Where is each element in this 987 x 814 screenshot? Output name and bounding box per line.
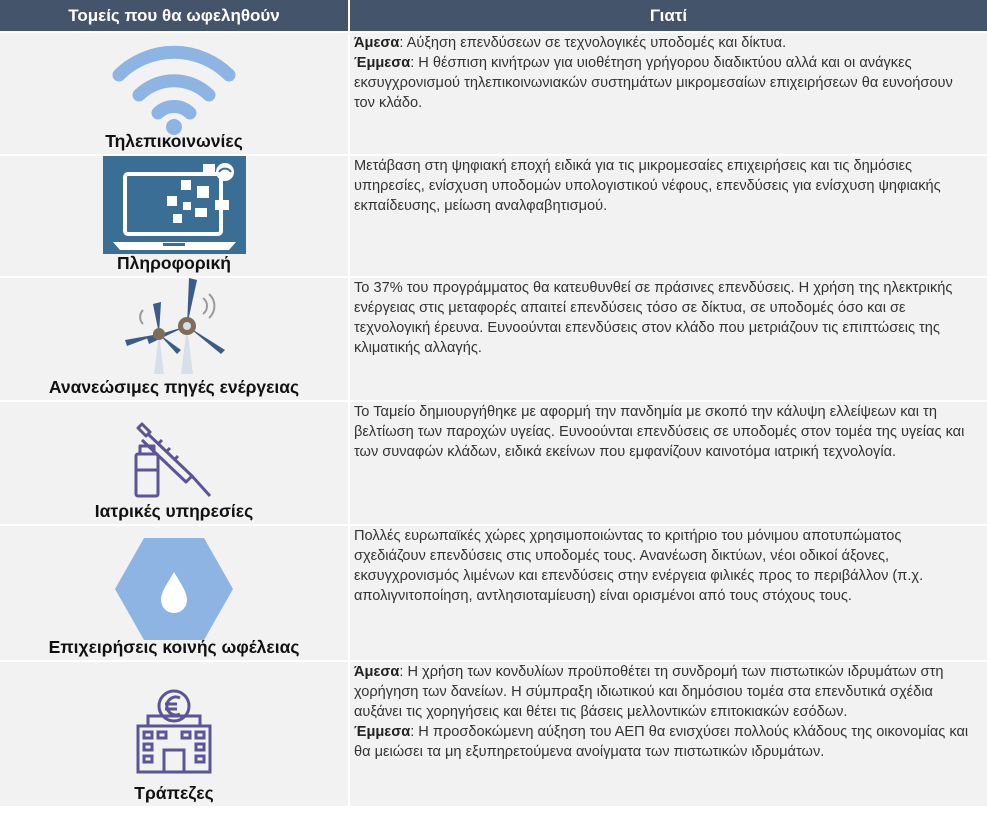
reason-cell [349,155,987,277]
reason-text: : Αύξηση επενδύσεων σε τεχνολογικές υποδομές και δίκτυα. [399,35,787,51]
reason-lead: Έμμεσα [354,724,411,740]
table-row [0,661,987,806]
table-row [0,155,987,277]
table-row [0,401,987,525]
sector-cell [0,32,349,155]
reason-cell [349,401,987,525]
reason-paragraph [354,402,969,462]
wind-turbine-icon [109,278,239,374]
water-drop-icon [115,538,233,640]
sector-cell [0,277,349,401]
header-row [0,0,987,32]
reason-cell [349,661,987,806]
sector-cell [0,525,349,661]
reason-paragraph [354,722,969,762]
reason-text: Το 37% του προγράμματος θα κατευθυνθεί σε πράσινες επενδύσεις. Η χρήση της ηλεκτρικής ενέργειας στις μεταφορές απαιτεί επενδύσεις τόσο σε δίκτυα, σε υποδομές όσο και σε τεχνολογική έρευνα. Ευνοούνται επενδύσεις στον κλάδο που μετριάζουν τις επιπτώσεις της κλιματικής αλλαγής. [354,280,953,356]
sector-label: Πληροφορική [117,253,231,273]
laptop-apps-icon [103,156,246,254]
reason-paragraph [354,53,969,113]
reason-text: Μετάβαση στη ψηφιακή εποχή ειδικά για τις μικρομεσαίες επιχειρήσεις και τις δημόσιες υπηρεσίες, ενίσχυση υποδομών υπολογιστικού νέφους, επενδύσεις για ενίσχυση ψηφιακής εκπαίδευσης, μείωση αναλφαβητισμού. [354,158,941,214]
reason-text: : Η θέσπιση κινήτρων για υιοθέτηση γρήγορου διαδικτύου αλλά και οι ανάγκες εκσυγχρονισμού τηλεπικοινωνιακών συστημάτων μικρομεσαίων επιχειρήσεων θα ευνοήσουν τον κλάδο. [354,55,953,111]
reason-paragraph [354,156,969,216]
reason-lead: Άμεσα [354,664,400,680]
header-why: Γιατί [349,0,987,32]
sector-label: Ιατρικές υπηρεσίες [94,501,254,521]
table-row [0,525,987,661]
sector-cell [0,661,349,806]
wifi-icon [109,43,239,135]
sector-cell [0,401,349,525]
reason-paragraph [354,278,969,358]
reason-text: Το Ταμείο δημιουργήθηκε με αφορμή την πανδημία με σκοπό την κάλυψη ελλείψεων και τη βελτίωση των παροχών υγείας. Ευνοούνται επενδύσεις σε υποδομές στον τομέα της υγείας και των συναφών κλάδων, ειδικά εκείνων που εμφανίζουν καινοτόμα ιατρική τεχνολογία. [354,404,965,460]
header-sectors: Τομείς που θα ωφεληθούν [0,0,349,32]
sector-label: Ανανεώσιμες πηγές ενέργειας [48,377,300,397]
reason-paragraph [354,33,969,53]
reason-paragraph [354,526,969,606]
syringe-vial-icon [132,420,216,500]
reason-paragraph [354,662,969,722]
table-row [0,32,987,155]
reason-cell [349,277,987,401]
reason-lead: Άμεσα [354,35,400,51]
reason-lead: Έμμεσα [354,55,411,71]
table-row [0,277,987,401]
reason-cell [349,32,987,155]
reason-cell [349,525,987,661]
bank-euro-icon [134,688,214,776]
sector-label: Τηλεπικοινωνίες [105,131,243,151]
reason-text: : Η προσδοκώμενη αύξηση του ΑΕΠ θα ενισχύσει πολλούς κλάδους της οικονομίας και θα μειώσει τα μη εξυπηρετούμενα ανοίγματα των πιστωτικών ιδρυμάτων. [354,724,969,760]
sector-label: Επιχειρήσεις κοινής ωφέλειας [48,637,300,657]
reason-text: Πολλές ευρωπαϊκές χώρες χρησιμοποιώντας το κριτήριο του μόνιμου αποτυπώματος σχεδιάζουν επενδύσεις στις υποδομές τους. Ανανέωση δικτύων, νέοι οδικοί άξονες, εκσυγχρονισμός λιμένων και επενδύσεις στην ενέργεια φιλικές προς το περιβάλλον (π.χ. απολιγνιτοποίηση, αντλησιοταμίευση) είναι ορισμένοι από τους στόχους τους. [354,528,924,604]
sector-cell [0,155,349,277]
sector-label: Τράπεζες [134,783,214,803]
reason-text: : Η χρήση των κονδυλίων προϋποθέτει τη συνδρομή των πιστωτικών ιδρυμάτων στη χορήγηση των δανείων. Η σύμπραξη ιδιωτικού και δημόσιου τομέα στα επενδυτικά σχέδια αυξάνει τις χορηγήσεις και θέτει τις βάσεις μελλοντικών επιτοκιακών εσόδων. [354,664,944,720]
